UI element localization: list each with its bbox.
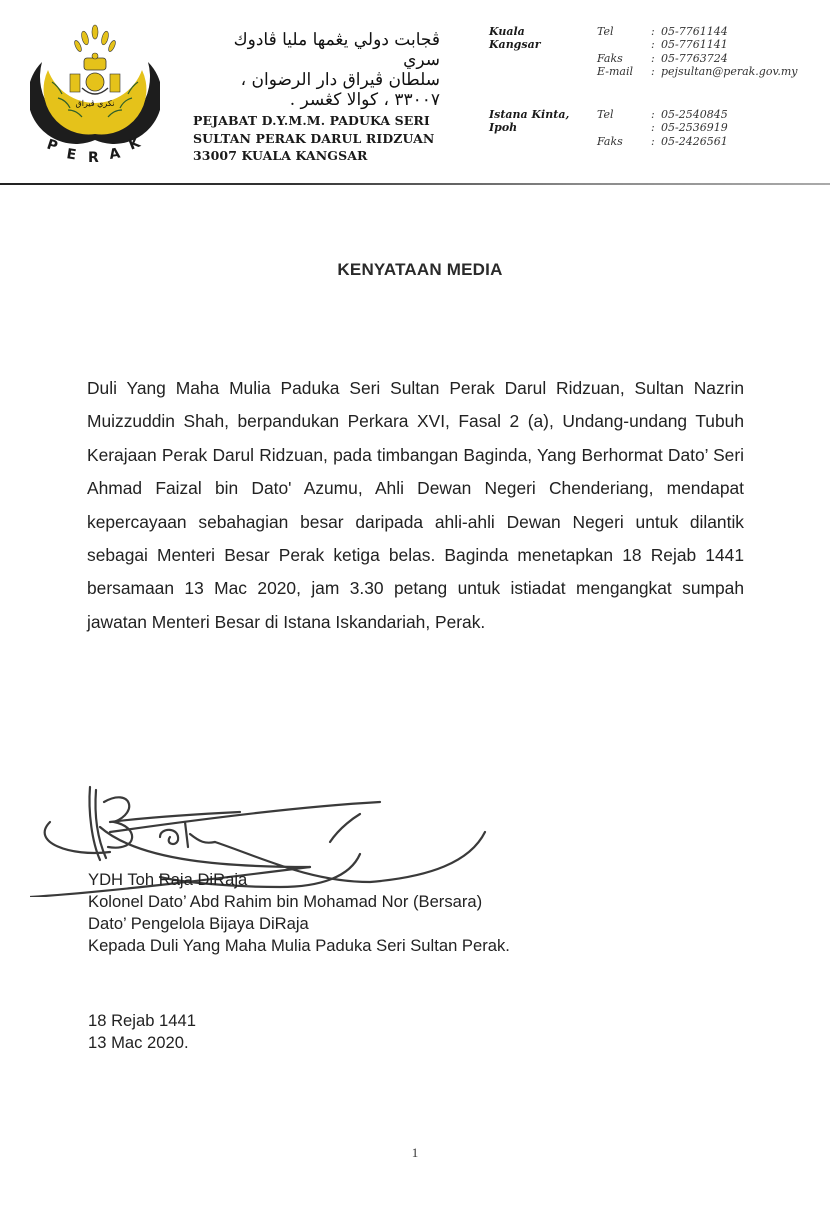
header-divider [0,183,830,185]
contact-row: Tel : 05-7761144 [597,25,728,38]
contact-row: Tel : 05-2540845 [597,108,728,121]
phone-number: 05-7761141 [661,38,728,52]
phone-number: 05-2536919 [661,121,728,135]
jawi-line: ٣٣٠٠٧ ، كوالا كڠسر . [289,90,440,110]
contact-row: Faks : 05-2426561 [597,134,728,148]
contact-location: Kuala Kangsar [489,25,541,52]
contact-row: : 05-7761141 [651,38,728,52]
signatory-block [88,869,510,957]
perak-crest-icon [30,22,160,172]
jawi-line: سلطان ڤيراق دار الرضوان ، [240,70,440,90]
svg-text:K: K [126,134,143,154]
svg-text:A: A [108,145,122,163]
svg-text:R: R [88,150,99,166]
office-line: PEJABAT D.Y.M.M. PADUKA SERI [193,113,430,128]
contact-kuala-kangsar [489,25,829,85]
hijri-date: 18 Rejab 1441 [88,1011,196,1030]
fax-number: 05-2426561 [661,134,728,148]
contact-istana-kinta [489,108,829,153]
signatory-name: Kolonel Dato’ Abd Rahim bin Mohamad Nor (Bersara) [88,892,483,911]
svg-text:P: P [44,136,60,155]
contact-row: E-mail : pejsultan@perak.gov.my [597,65,798,79]
contact-row: : 05-2536919 [651,121,728,135]
office-address [193,112,434,165]
phone-number: 05-7761144 [661,25,728,38]
contact-location: Istana Kinta, Ipoh [489,108,570,135]
office-line: 33007 KUALA KANGSAR [193,148,368,163]
signatory-position: Dato’ Pengelola Bijaya DiRaja [88,914,309,933]
signatory-title: YDH Toh Raja DiRaja [88,870,248,889]
gregorian-date: 13 Mac 2020. [88,1033,189,1052]
page-number: 1 [411,1145,419,1160]
contact-row: Faks : 05-7763724 [597,51,728,65]
svg-text:E: E [65,146,78,164]
svg-text:نکري ڤيراق: نکري ڤيراق [75,99,115,108]
jawi-line: ڤجابت دولي يڠمها مليا ڤادوك سري [233,30,440,70]
statement-paragraph: Duli Yang Maha Mulia Paduka Seri Sultan Perak Darul Ridzuan, Sultan Nazrin Muizzuddin Shah, berpandukan Perkara XVI, Fasal 2 (a), Undang-undang Tubuh Kerajaan Perak Darul Ridzuan, pada timbangan Baginda, Yang Berhormat Dato’ Seri Ahmad Faizal bin Dato' Azumu, Ahli Dewan Negeri Chenderiang, mendapat kepercayaan sebahagian besar daripada ahli-ahli Dewan Negeri untuk dilantik sebagai Menteri Besar Perak ketiga belas. Baginda menetapkan 18 Rejab 1441 bersamaan 13 Mac 2020, jam 3.30 petang untuk istiadat mengangkat sumpah jawatan Menteri Besar di Istana Iskandariah, Perak. [87,378,744,632]
signatory-office: Kepada Duli Yang Maha Mulia Paduka Seri Sultan Perak. [88,936,510,955]
fax-number: 05-7763724 [661,51,728,65]
document-title: KENYATAAN MEDIA [337,260,503,279]
phone-number: 05-2540845 [661,108,728,121]
office-line: SULTAN PERAK DARUL RIDZUAN [193,130,435,146]
date-block [88,1010,196,1054]
email-link[interactable]: pejsultan@perak.gov.my [661,65,798,79]
jawi-address [200,30,440,110]
